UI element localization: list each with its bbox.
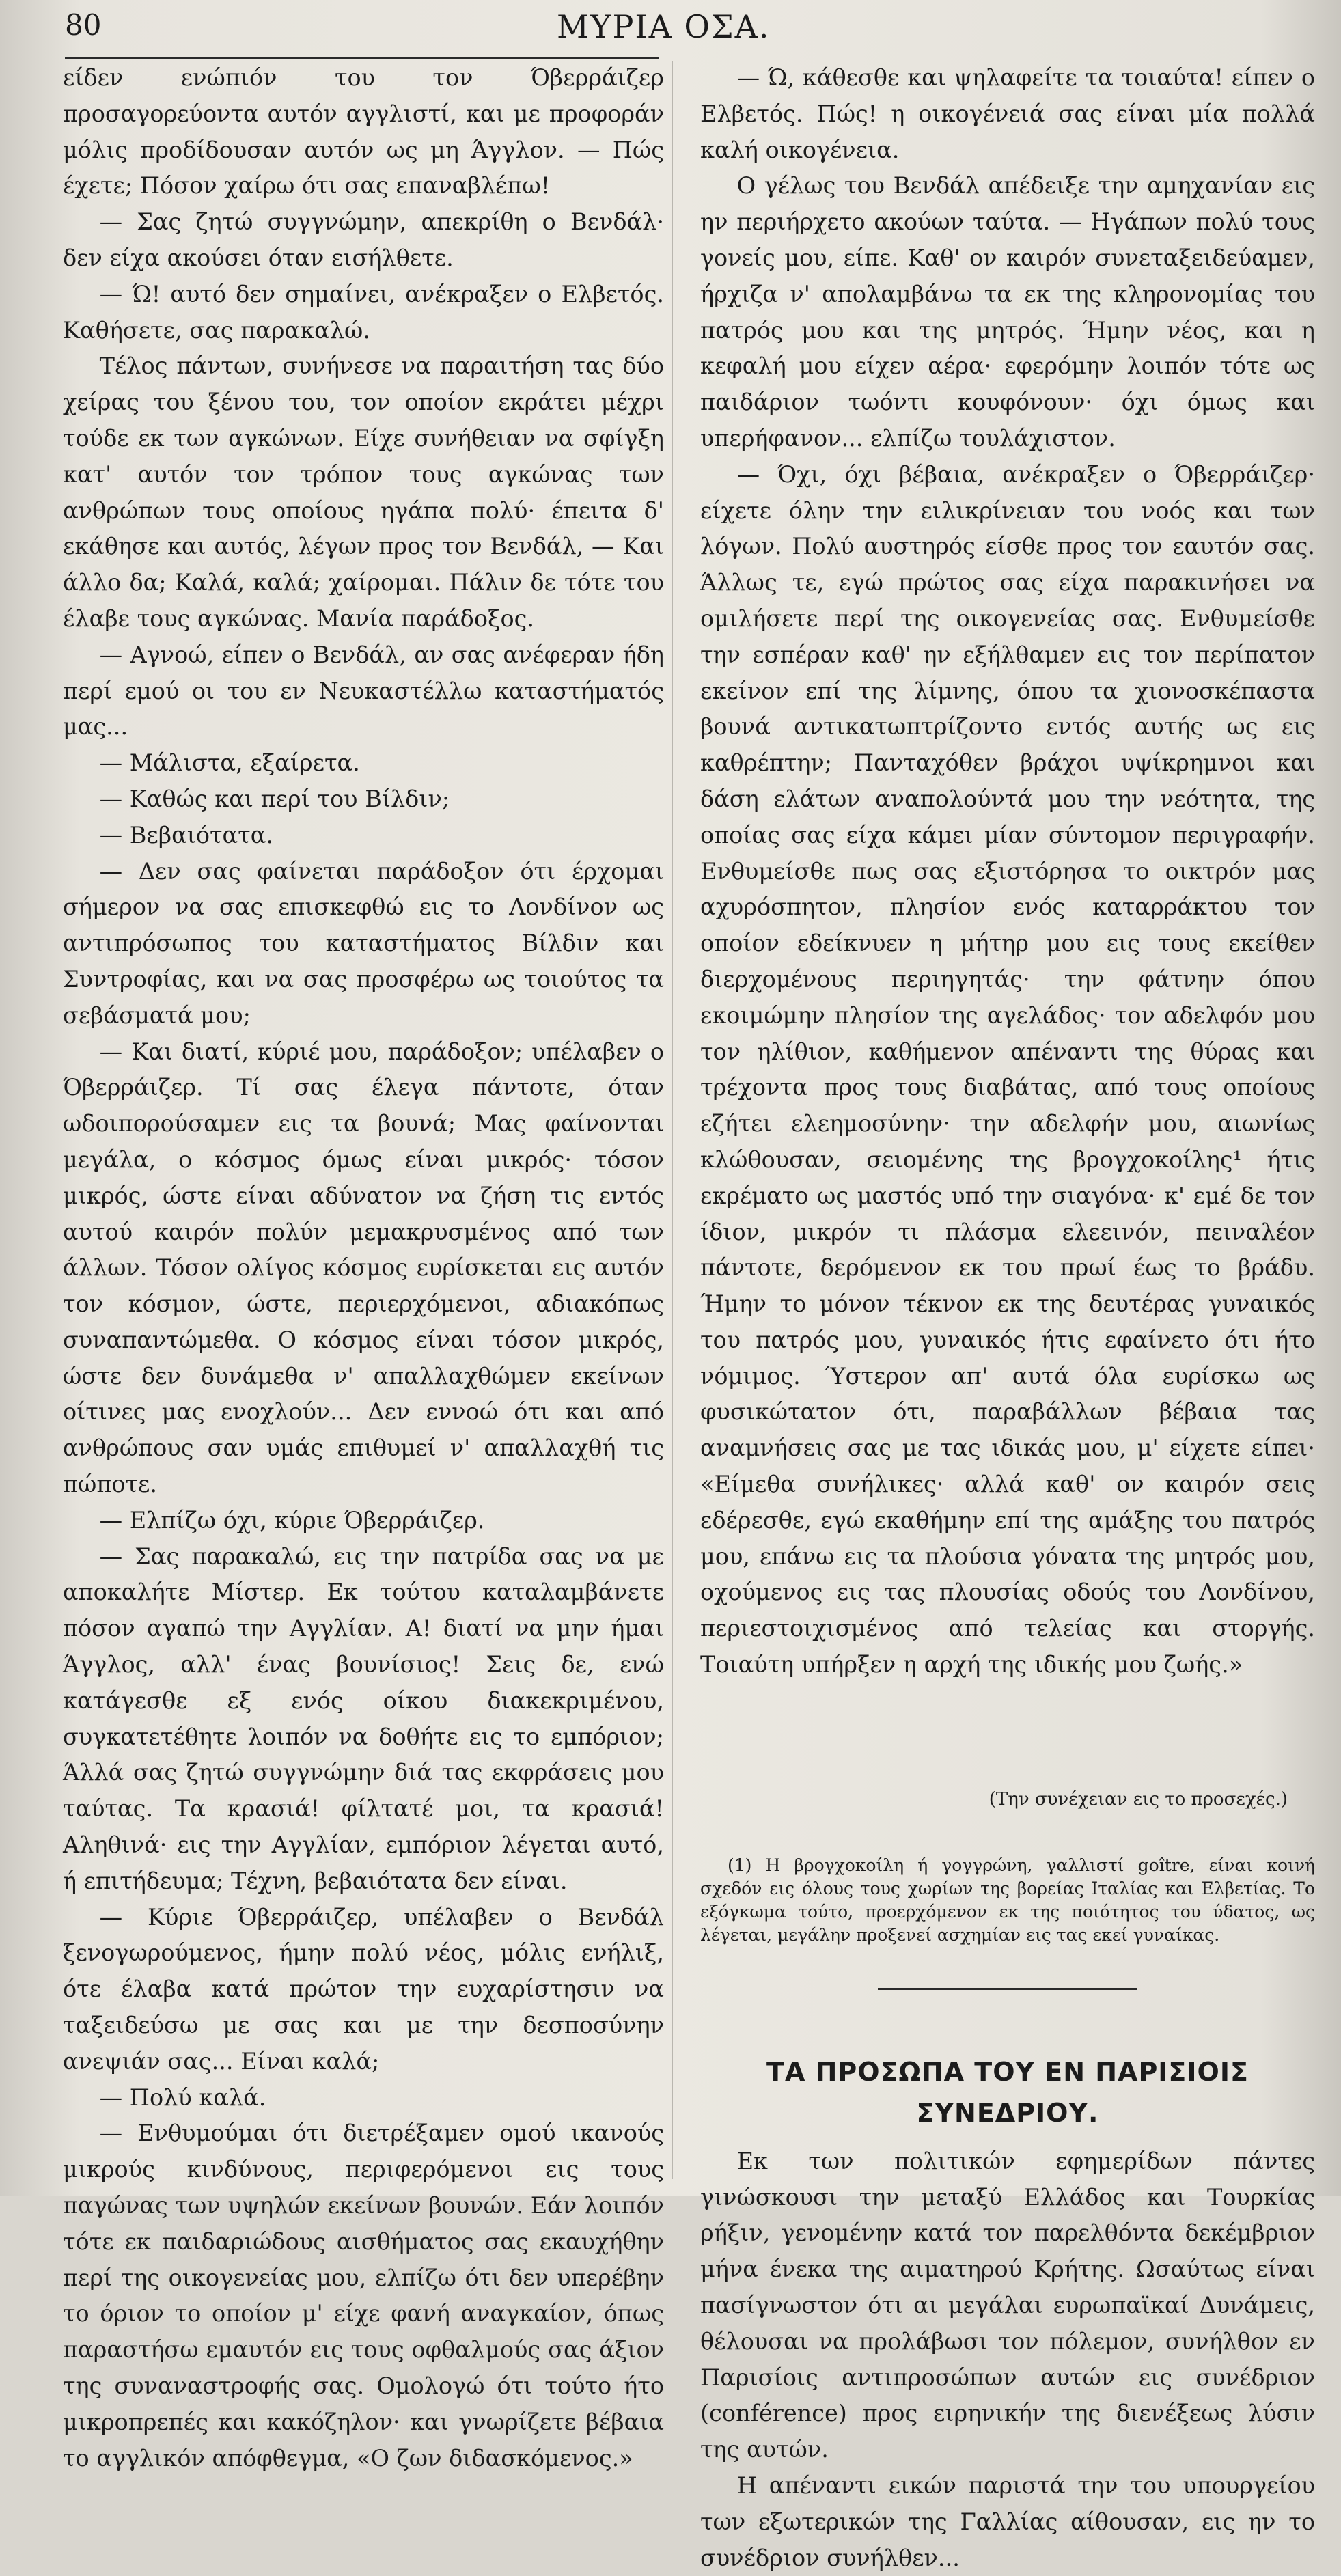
paragraph: — Όχι, όχι βέβαια, ανέκραξεν ο Όβερράιζερ· είχετε όλην την ειλικρίνειαν του νοός και των λόγων. Πολύ αυστηρός είσθε προς τον εαυτόν σας. Άλλως τε, εγώ πρώτος σας είχα παρακινήσει να ομιλήσετε περί της οικογενείας σας. Ενθυμείσθε την εσπέραν καθ' ην εξήλθαμεν εις τον περίπατον εκείνον επί της λίμνης, όπου τα χιονοσκέπαστα βουνά αντικατωπτρίζοντο εντός αυτής ως εις καθρέπτην; Πανταχόθεν βράχοι υψίκρημνοι και δάση ελάτων αναπολούντά μου την νεότητα, της οποίας σας είχα κάμει μίαν σύντομον περιγραφήν. Ενθυμείσθε πως σας εξιστόρησα το οικτρόν μας αχυρόσπητον, πλησίον ενός καταρράκτου τον οποίον εδείκνυεν η μήτηρ μου εις τους εκείθεν διερχομένους περιηγητάς· την φάτνην όπου εκοιμώμην πλησίον της αγελάδος· τον αδελφόν μου τον ηλίθιον, καθήμενον απέναντι της θύρας και τρέχοντα προς τους διαβάτας, από τους οποίους εζήτει ελεημοσύνην· την αδελφήν μου, αιωνίως κλώθουσαν, σειομένης της βρογχοκοίλης¹ ήτις εκρέματο ως μαστός υπό την σιαγόνα· κ' εμέ δε τον ίδιον, μικρόν τι πλάσμα ελεεινόν, πειναλέον πάντοτε, δερόμενον εκ του πρωί έως το βράδυ. Ήμην το μόνον τέκνον εκ της δευτέρας γυναικός του πατρός μου, γυναικός ήτις εφαίνετο ότι ήτο νόμιμος. Ύστερον απ' αυτά όλα ευρίσκω ως φυσικώτατον ότι, παραβάλλων βέβαια τας αναμνήσεις σας με τας ιδικάς μου, μ' είχετε είπει· «Είμεθα συνήλικες· αλλά καθ' ον καιρόν σεις εδέρεσθε, εγώ εκαθήμην επί της αμάξης του πατρός μου, επάνω εις τα πλούσια γόνατα της μητρός μου, οχούμενος εις τας πλουσίας οδούς του Λονδίνου, περιεστοιχισμένος από τελείας και στοργής. Τοιαύτη υπήρξεν η αρχή της ιδικής μου ζωής.» xyxy=(700,460,1315,1678)
paragraph: Τέλος πάντων, συνήνεσε να παραιτήση τας δύο χείρας του ξένου του, τον οποίον εκράτει μέχρι τούδε εκ των αγκώνων. Είχε συνήθειαν να σφίγξη κατ' αυτόν τον τρόπον τους αγκώνας των ανθρώπων τους οποίους ηγάπα πολύ· έπειτα δ' εκάθησε και αυτός, λέγων προς τον Βενδάλ, — Και άλλο δα; Καλά, καλά; χαίρομαι. Πάλιν δε τότε του έλαβε τους αγκώνας. Μανία παράδοξος. xyxy=(63,352,664,632)
paragraph: — Σας παρακαλώ, εις την πατρίδα σας να με αποκαλήτε Μίστερ. Εκ τούτου καταλαμβάνετε πόσον αγαπώ την Αγγλίαν. Α! διατί να μην ήμαι Άγγλος, αλλ' ένας βουνίσιος! Σεις δε, ενώ κατάγεσθε εξ ενός οίκου διακεκριμένου, συγκατετέθητε λοιπόν να δοθήτε εις το εμπόριον; Άλλά σας ζητώ συγγνώμην διά τας εκφράσεις μου ταύτας. Τα κρασιά! φίλτατέ μοι, τα κρασιά! Αληθινά· εις την Αγγλίαν, εμπόριον λέγεται αυτό, ή επιτήδευμα; Τέχνη, βεβαιότατα δεν είναι. xyxy=(63,1542,664,1894)
paragraph: — Αγνοώ, είπεν ο Βενδάλ, αν σας ανέφεραν ήδη περί εμού οι του εν Νευκαστέλλω καταστήματός μας... xyxy=(63,641,664,740)
section-divider xyxy=(878,1988,1137,1990)
paragraph: — Ενθυμούμαι ότι διετρέξαμεν ομού ικανούς μικρούς κινδύνους, περιφερόμενοι εις τους παγώνας των υψηλών εκείνων βουνών. Εάν λοιπόν τότε εκ παιδαριώδους αισθήματος σας εκαυχήθην περί της οικογενείας μου, ελπίζω ότι δεν υπερέβην το όριον το οποίον μ' είχε φανή αναγκαίον, όπως παραστήσω εμαυτόν εις τους οφθαλμούς σας άξιον της συναναστροφής σας. Ομολογώ ότι τούτο ήτο μικροπρεπές και κακόζηλον· και γνωρίζετε βέβαια το αγγλικόν απόφθεγμα, «Ο ζων διδασκόμενος.» xyxy=(63,2120,664,2471)
paragraph: Εκ των πολιτικών εφημερίδων πάντες γινώσκουσι την μεταξύ Ελλάδος και Τουρκίας ρήξιν, γενομένην κατά τον παρελθόντα δεκέμβριον μήνα ένεκα της αιματηρού Κρήτης. Ωσαύτως είναι πασίγνωστον ότι αι μεγάλαι ευρωπαϊκαί Δυνάμεις, θέλουσαι να προλάβωσι τον πόλεμον, συνήλθον εν Παρισίοις αντιπροσώπων αυτών εις συνέδριον (conférence) προς ειρηνικήν της διενέξεως λύσιν της αυτών. xyxy=(700,2147,1315,2463)
section-heading: ΤΑ ΠΡΟΣΩΠΑ ΤΟΥ ΕΝ ΠΑΡΙΣΙΟΙΣ ΣΥΝΕΔΡΙΟΥ. xyxy=(766,2056,1249,2128)
paragraph: — Ώ! αυτό δεν σημαίνει, ανέκραξεν ο Ελβετός. Καθήσετε, σας παρακαλώ. xyxy=(63,280,664,344)
continuation-note: (Την συνέχειαν εις το προσεχές.) xyxy=(989,1788,1288,1810)
paragraph: — Σας ζητώ συγγνώμην, απεκρίθη ο Βενδάλ· δεν είχα ακούσει όταν εισήλθετε. xyxy=(63,208,664,271)
header-rule xyxy=(65,57,659,59)
left-column xyxy=(63,60,664,2476)
page-header xyxy=(65,8,1308,56)
paragraph: — Ελπίζω όχι, κύριε Όβερράιζερ. xyxy=(99,1506,485,1534)
running-title: ΜΥΡΙΑ ΟΣΑ. xyxy=(557,8,771,45)
paragraph: — Κύριε Όβερράιζερ, υπέλαβεν ο Βενδάλ ξενογωρούμενος, ήμην πολύ νέος, μόλις ενήλιξ, ότε έλαβα κατά πρώτον την ευχαρίστησιν να ταξειδεύσω με σας και με την δεσποσύνην ανεψιάν σας... Είναι καλά; xyxy=(63,1903,664,2075)
paragraph: — Μάλιστα, εξαίρετα. xyxy=(99,749,360,777)
paragraph: Η απέναντι εικών παριστά την του υπουργείου των εξωτερικών της Γαλλίας αίθουσαν, εις ην το συνέδριον συνήλθεν... xyxy=(700,2472,1315,2571)
paragraph: — Και διατί, κύριέ μου, παράδοξον; υπέλαβεν ο Όβερράιζερ. Τί σας έλεγα πάντοτε, όταν ωδοιπορούσαμεν εις τα βουνά; Μας φαίνονται μεγάλα, ο κόσμος όμως είναι μικρός· τόσον μικρός, ώστε είναι αδύνατον να ζήση τις εντός αυτού καιρόν πολύν μεμακρυσμένος από των άλλων. Τόσον ολίγος κόσμος ευρίσκεται εις αυτόν τον κόσμον, ώστε, περιερχόμενοι, αδιακόπως συναπαντώμεθα. Ο κόσμος είναι τόσον μικρός, ώστε δεν δυνάμεθα ν' απαλλαχθώμεν εκείνων οίτινες μας ενοχλούν... Δεν εννοώ ότι και από ανθρώπους σαν υμάς επιθυμεί ν' απαλλαχθή τις πώποτε. xyxy=(63,1038,664,1498)
paragraph: Ο γέλως του Βενδάλ απέδειξε την αμηχανίαν εις ην περιήρχετο ακούων ταύτα. — Ηγάπων πολύ τους γονείς μου, είπε. Καθ' ον καιρόν συνεταξειδεύαμεν, ήρχιζα ν' απολαμβάνω τα εκ της κληρονομίας του πατρός μου και της μητρός. Ήμην νέος, και η κεφαλή μου είχεν αέρα· εφερόμην λοιπόν τότε ως παιδάριον τωόντι κουφόνουν· όχι όμως και υπερήφανον... ελπίζω τουλάχιστον. xyxy=(700,172,1315,452)
paragraph: — Καθώς και περί του Βίλδιν; xyxy=(99,785,450,812)
footnote: (1) Η βρογχοκοίλη ή γογγρώνη, γαλλιστί goître, είναι κοινή σχεδόν εις όλους τους χωρίων της βορείας Ιταλίας και Ελβετίας. Το εξόγκωμα τούτο, προερχόμενον εκ της ποιότητος του ύδατος, ως λέγεται, μεγάλην προξενεί ασχημίαν εις τας εκεί γυναίκας. xyxy=(700,1855,1315,1945)
paragraph: — Δεν σας φαίνεται παράδοξον ότι έρχομαι σήμερον να σας επισκεφθώ εις το Λονδίνον ως αντιπρόσωπος του καταστήματος Βίλδιν και Συντροφίας, και να σας προσφέρω ως τοιούτος τα σεβάσματά μου; xyxy=(63,857,664,1029)
paragraph: — Πολύ καλά. xyxy=(99,2083,266,2111)
page-number: 80 xyxy=(65,8,102,42)
right-column xyxy=(700,60,1315,2576)
paragraph: — Ώ, κάθεσθε και ψηλαφείτε τα τοιαύτα! είπεν ο Ελβετός. Πώς! η οικογένειά σας είναι μία πολλά καλή οικογένεια. xyxy=(700,64,1315,163)
column-divider xyxy=(672,61,673,2179)
paragraph: — Βεβαιότατα. xyxy=(99,821,273,848)
paragraph: είδεν ενώπιόν του τον Όβερράιζερ προσαγορεύοντα αυτόν αγγλιστί, και με προφοράν μόλις προδίδουσαν αυτόν ως μη Άγγλον. — Πώς έχετε; Πόσον χαίρω ότι σας επαναβλέπω! xyxy=(63,64,664,199)
